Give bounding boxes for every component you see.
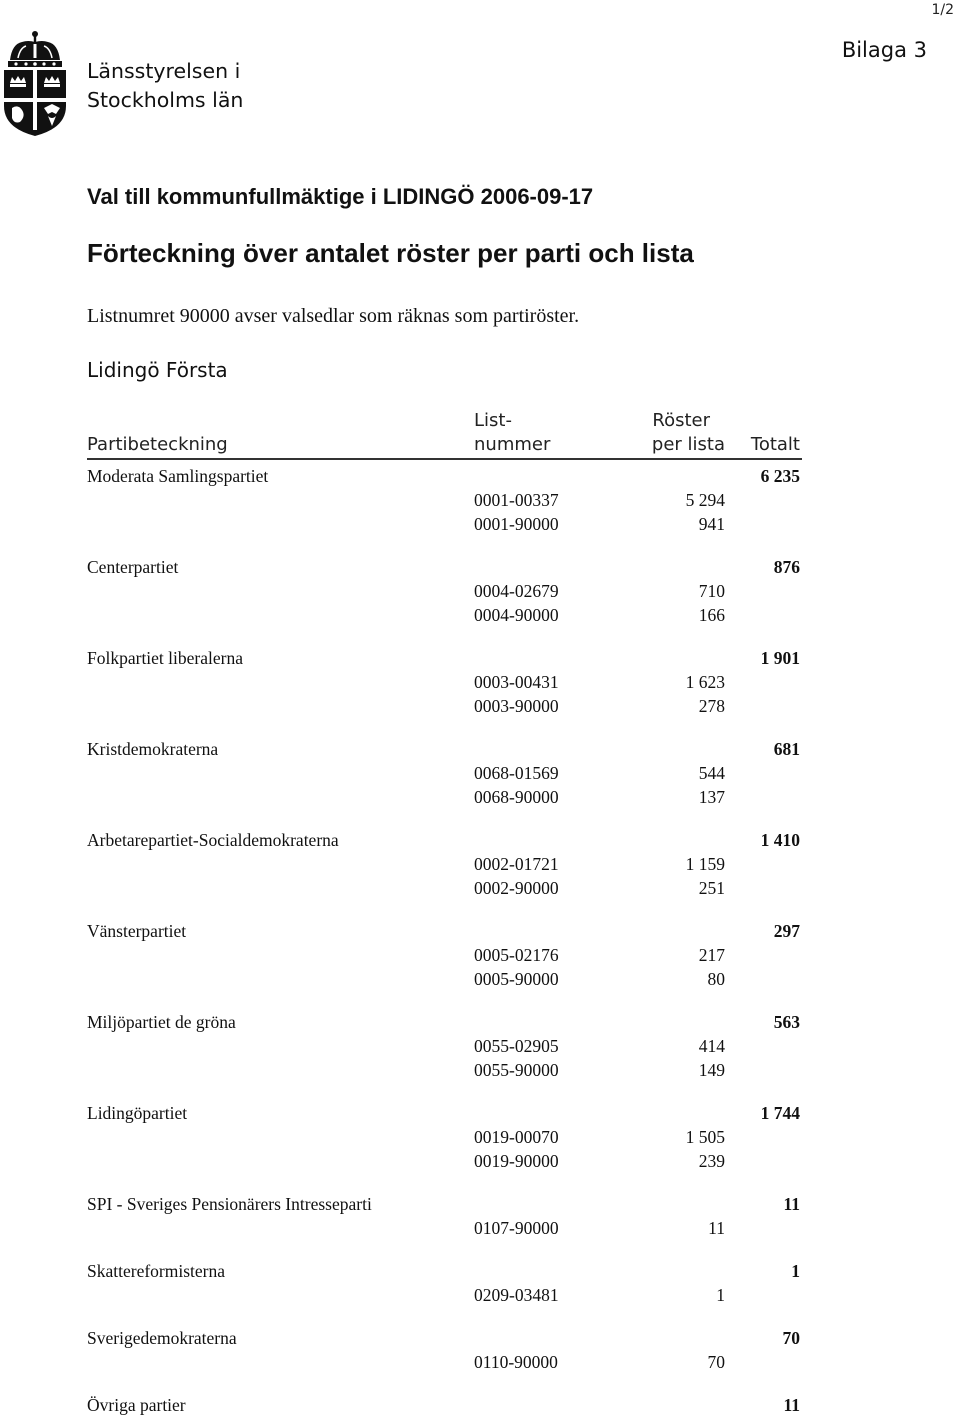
list-row: [0, 670, 960, 694]
list-number: 0002-90000: [474, 878, 559, 898]
party-name: Moderata Samlingspartiet: [87, 466, 269, 486]
election-title: Val till kommunfullmäktige i LIDINGÖ 2006-09-17: [87, 184, 594, 209]
list-number: 0003-00431: [474, 672, 559, 692]
party-name: Kristdemokraterna: [87, 739, 219, 759]
party-row: [0, 1192, 960, 1216]
appendix-label: Bilaga 3: [841, 38, 927, 62]
list-votes: 710: [698, 581, 725, 601]
organization-name: [87, 57, 243, 114]
list-row: [0, 785, 960, 809]
row-spacer: [0, 627, 960, 646]
list-row: [0, 1216, 960, 1240]
list-number: 0068-90000: [474, 787, 559, 807]
list-number: 0004-90000: [474, 605, 559, 625]
party-total: 70: [782, 1328, 800, 1348]
column-header-votes-line2: per lista: [651, 434, 725, 455]
party-row: [0, 1259, 960, 1283]
list-votes: 166: [698, 605, 725, 625]
party-total: 1: [791, 1261, 800, 1281]
party-name: Miljöpartiet de gröna: [87, 1012, 236, 1032]
party-name: Centerpartiet: [87, 557, 179, 577]
list-number: 0209-03481: [474, 1285, 559, 1305]
column-header-list-line1: List-: [474, 410, 512, 431]
list-votes: 414: [698, 1036, 725, 1056]
party-name: Vänsterpartiet: [87, 921, 187, 941]
party-name: SPI - Sveriges Pensionärers Intresseparti: [87, 1194, 372, 1214]
list-row: [0, 1283, 960, 1307]
coat-of-arms-icon: [0, 28, 70, 138]
party-row: [0, 919, 960, 943]
list-number: 0005-02176: [474, 945, 559, 965]
list-row: [0, 603, 960, 627]
organization-name-line1: Länsstyrelsen i: [87, 59, 241, 83]
list-row: [0, 967, 960, 991]
list-votes: 11: [708, 1218, 725, 1238]
votes-table: [0, 464, 960, 1417]
organization-name-line2: Stockholms län: [87, 87, 244, 112]
list-row: [0, 943, 960, 967]
column-header-list-line2: nummer: [474, 434, 551, 455]
row-spacer: [0, 809, 960, 828]
party-row: [0, 464, 960, 488]
list-number-note: Listnumret 90000 avser valsedlar som räknas som partiröster.: [87, 305, 580, 327]
list-row: [0, 1034, 960, 1058]
row-spacer: [0, 718, 960, 737]
row-spacer: [0, 1307, 960, 1326]
party-row: [0, 737, 960, 761]
party-name: Skattereformisterna: [87, 1261, 226, 1281]
list-number: 0019-90000: [474, 1151, 559, 1171]
list-row: [0, 1058, 960, 1082]
list-number: 0004-02679: [474, 581, 559, 601]
list-votes: 137: [698, 787, 725, 807]
party-name: Folkpartiet liberalerna: [87, 648, 243, 668]
list-votes: 278: [698, 696, 725, 716]
party-total: 297: [773, 921, 800, 941]
header-divider: [87, 458, 802, 460]
party-row: [0, 1101, 960, 1125]
list-votes: 544: [698, 763, 725, 783]
list-row: [0, 488, 960, 512]
list-number: 0107-90000: [474, 1218, 559, 1238]
list-row: [0, 694, 960, 718]
list-votes: 1: [716, 1285, 725, 1305]
list-number: 0019-00070: [474, 1127, 559, 1147]
list-number: 0055-90000: [474, 1060, 559, 1080]
row-spacer: [0, 1374, 960, 1393]
list-votes: 70: [707, 1352, 725, 1372]
party-total: 681: [773, 739, 800, 759]
column-header-party: Partibeteckning: [87, 434, 228, 455]
list-row: [0, 852, 960, 876]
column-header-votes-line1: Röster: [652, 410, 710, 431]
party-row: [0, 1326, 960, 1350]
party-total: 11: [783, 1194, 800, 1214]
party-name: Arbetarepartiet-Socialdemokraterna: [87, 830, 339, 850]
party-row: [0, 1010, 960, 1034]
list-number: 0005-90000: [474, 969, 559, 989]
list-votes: 217: [698, 945, 725, 965]
list-votes: 239: [698, 1151, 725, 1171]
list-votes: 941: [698, 514, 725, 534]
list-number: 0001-90000: [474, 514, 559, 534]
list-votes: 251: [698, 878, 725, 898]
row-spacer: [0, 900, 960, 919]
list-row: [0, 761, 960, 785]
list-row: [0, 512, 960, 536]
list-votes: 1 505: [685, 1127, 725, 1147]
list-votes: 5 294: [685, 490, 725, 510]
list-row: [0, 1149, 960, 1173]
party-name: Sverigedemokraterna: [87, 1328, 237, 1348]
party-total: 1 410: [760, 830, 800, 850]
party-total: 1 744: [760, 1103, 800, 1123]
party-total: 563: [773, 1012, 800, 1032]
list-row: [0, 579, 960, 603]
party-row: [0, 1393, 960, 1417]
party-name: Övriga partier: [87, 1395, 186, 1415]
list-number: 0003-90000: [474, 696, 559, 716]
document-title: Förteckning över antalet röster per parti och lista: [87, 238, 694, 268]
list-number: 0001-00337: [474, 490, 559, 510]
row-spacer: [0, 991, 960, 1010]
party-row: [0, 555, 960, 579]
party-row: [0, 828, 960, 852]
list-votes: 149: [698, 1060, 725, 1080]
row-spacer: [0, 1082, 960, 1101]
page-number: 1/2: [931, 2, 954, 18]
list-number: 0055-02905: [474, 1036, 559, 1056]
list-row: [0, 876, 960, 900]
list-votes: 1 159: [685, 854, 725, 874]
list-votes: 1 623: [685, 672, 725, 692]
party-row: [0, 646, 960, 670]
row-spacer: [0, 536, 960, 555]
party-total: 11: [783, 1395, 800, 1415]
list-number: 0068-01569: [474, 763, 559, 783]
party-total: 876: [773, 557, 800, 577]
party-name: Lidingöpartiet: [87, 1103, 188, 1123]
list-number: 0110-90000: [474, 1352, 558, 1372]
list-row: [0, 1350, 960, 1374]
list-votes: 80: [707, 969, 725, 989]
list-number: 0002-01721: [474, 854, 559, 874]
list-row: [0, 1125, 960, 1149]
party-total: 1 901: [760, 648, 800, 668]
party-total: 6 235: [760, 466, 800, 486]
row-spacer: [0, 1240, 960, 1259]
column-header-total: Totalt: [750, 434, 800, 455]
row-spacer: [0, 1173, 960, 1192]
district-name: Lidingö Första: [87, 358, 228, 382]
